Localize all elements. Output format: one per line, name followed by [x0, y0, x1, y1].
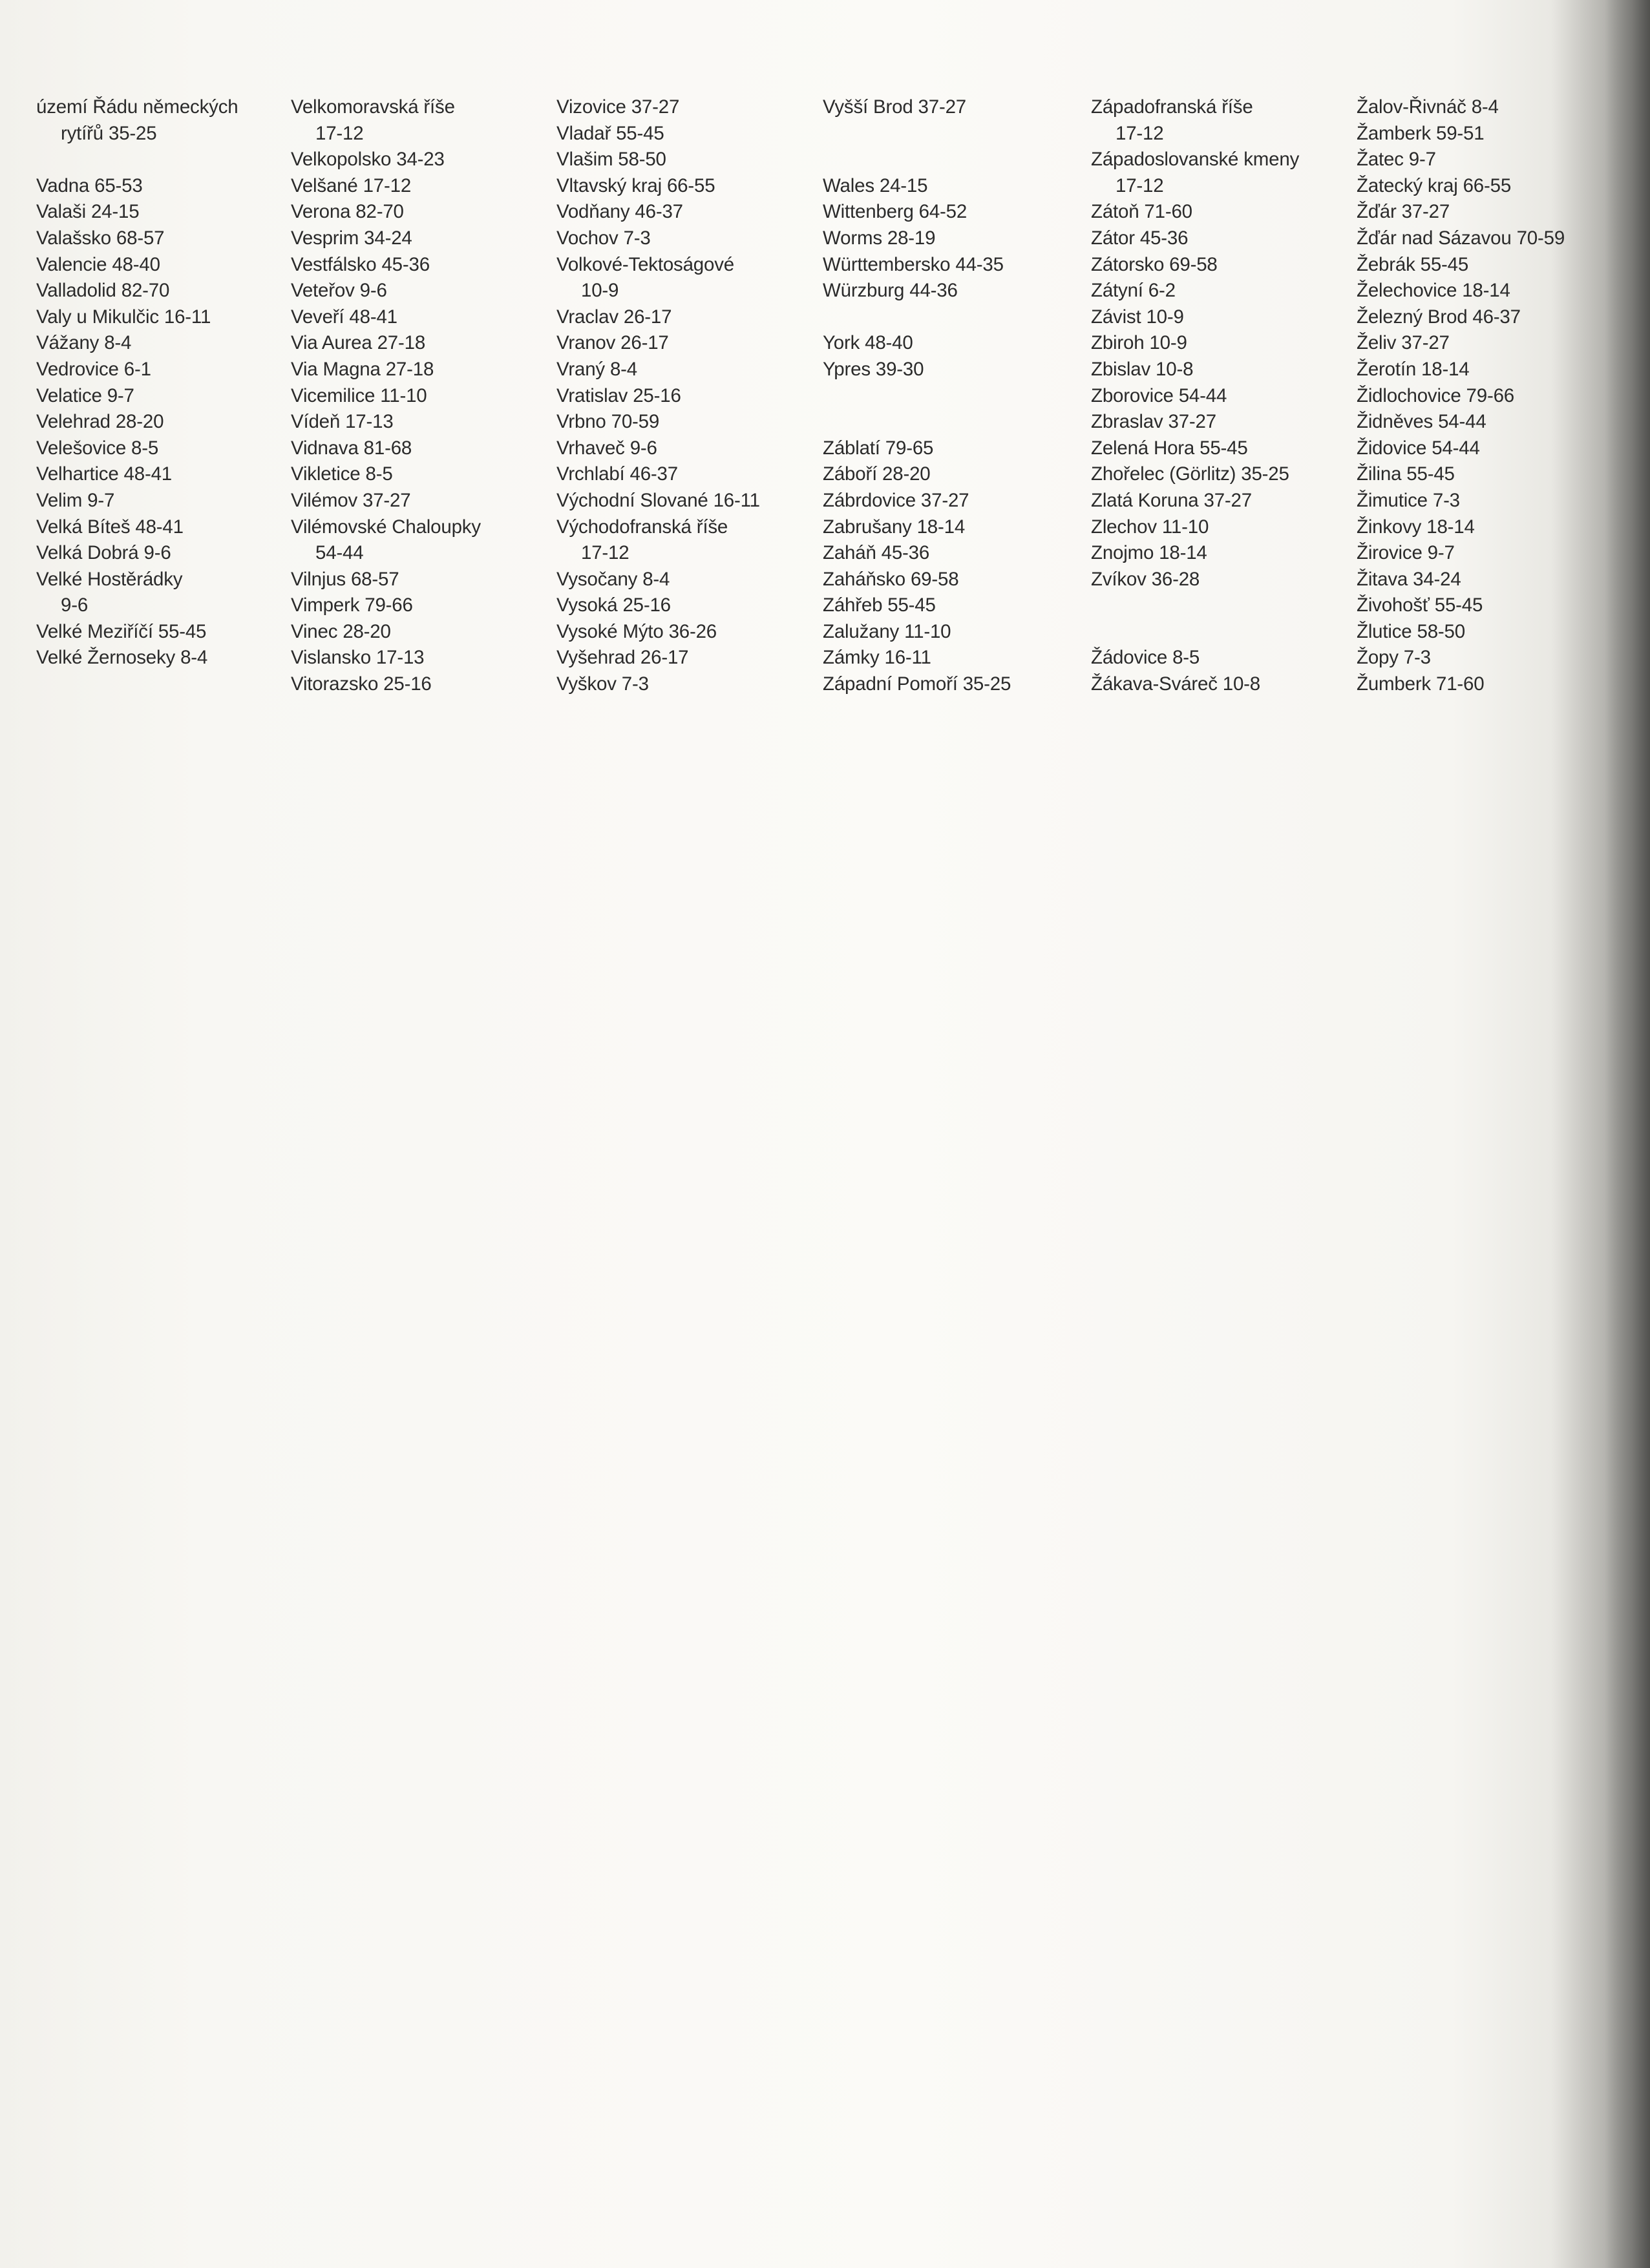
index-entry-text: Zátoň 71-60 [1091, 201, 1192, 223]
index-entry-text: Západní Pomoří 35-25 [823, 673, 1011, 695]
index-entry [1357, 645, 1615, 671]
index-entry-text: Valaši 24-15 [36, 201, 140, 223]
index-entry [1091, 383, 1349, 410]
index-entry [556, 147, 815, 173]
index-entry-text: Via Aurea 27-18 [291, 332, 426, 354]
index-entry [1357, 619, 1615, 646]
index-entry [823, 357, 1081, 383]
index-entry [1357, 383, 1615, 410]
index-entry-text: Žebrák 55-45 [1357, 253, 1469, 275]
index-entry [556, 199, 815, 226]
index-spacer [823, 121, 1081, 173]
index-entry-text: území Řádu německých [36, 96, 238, 118]
index-entry [1357, 461, 1615, 488]
index-column-5 [1091, 94, 1349, 698]
index-entry [1091, 409, 1349, 436]
index-entry [1357, 304, 1615, 331]
index-entry [1357, 199, 1615, 226]
index-entry-text: Žimutice 7-3 [1357, 489, 1460, 511]
index-entry-text: Vinec 28-20 [291, 620, 391, 642]
index-entry [1091, 645, 1349, 671]
index-entry-text: Židlochovice 79-66 [1357, 384, 1515, 406]
index-entry-text: Žatecký kraj 66-55 [1357, 174, 1512, 196]
index-entry-text: Zabrušany 18-14 [823, 516, 966, 538]
index-entry-text: Západofranská říše [1091, 96, 1253, 118]
index-entry-continuation: 17-12 [581, 542, 629, 564]
index-entry-text: Zbiroh 10-9 [1091, 332, 1187, 354]
index-entry-continuation: rytířů 35-25 [61, 122, 157, 144]
index-entry [823, 645, 1081, 671]
index-entry-text: Vraný 8-4 [556, 358, 638, 380]
index-spacer [823, 304, 1081, 331]
index-entry-text: Velešovice 8-5 [36, 437, 159, 459]
index-entry [1091, 567, 1349, 593]
index-entry-text: Vochov 7-3 [556, 227, 651, 249]
index-entry [1091, 278, 1349, 304]
index-entry-text: Vranov 26-17 [556, 332, 669, 354]
index-entry-text: Vrchlabí 46-37 [556, 463, 678, 485]
index-entry [291, 645, 549, 671]
index-entry-text: Zátorsko 69-58 [1091, 253, 1218, 275]
index-entry [36, 199, 295, 226]
index-entry-text: Velehrad 28-20 [36, 411, 164, 433]
index-entry-text: York 48-40 [823, 332, 913, 354]
index-entry [291, 514, 549, 567]
index-entry [291, 252, 549, 278]
index-entry-text: Žďár nad Sázavou 70-59 [1357, 227, 1565, 249]
index-entry-text: Vilémovské Chaloupky [291, 516, 481, 538]
index-entry [1357, 593, 1615, 619]
index-entry-text: Žitava 34-24 [1357, 568, 1461, 590]
index-entry [1357, 173, 1615, 200]
index-entry [1357, 409, 1615, 436]
index-spacer [1091, 593, 1349, 645]
index-entry-text: Zelená Hora 55-45 [1091, 437, 1248, 459]
index-entry [1357, 540, 1615, 567]
index-entry-text: Židovice 54-44 [1357, 437, 1480, 459]
index-entry-text: Vestfálsko 45-36 [291, 253, 430, 275]
index-entry-text: Velké Meziříčí 55-45 [36, 620, 207, 642]
index-entry-text: Zaháňsko 69-58 [823, 568, 959, 590]
index-entry [823, 436, 1081, 462]
index-entry [1357, 514, 1615, 541]
index-entry-text: Železný Brod 46-37 [1357, 306, 1521, 328]
index-entry [36, 436, 295, 462]
index-entry-text: Veveří 48-41 [291, 306, 397, 328]
index-entry [1357, 567, 1615, 593]
index-entry-text: Veteřov 9-6 [291, 280, 387, 302]
index-entry-text: Velkopolsko 34-23 [291, 149, 445, 171]
index-column-4 [823, 94, 1081, 698]
index-entry-text: Wittenberg 64-52 [823, 201, 968, 223]
index-entry [823, 461, 1081, 488]
index-entry [556, 409, 815, 436]
index-entry-text: Vislansko 17-13 [291, 647, 425, 669]
index-entry-text: Východní Slované 16-11 [556, 489, 760, 511]
index-entry-text: Vedrovice 6-1 [36, 358, 151, 380]
index-entry [556, 645, 815, 671]
index-entry-text: Vidnava 81-68 [291, 437, 412, 459]
index-spacer [36, 147, 295, 173]
index-entry [556, 619, 815, 646]
index-entry [1357, 488, 1615, 514]
index-spacer [823, 383, 1081, 436]
index-entry-text: Velim 9-7 [36, 489, 115, 511]
index-entry [36, 226, 295, 252]
index-entry-text: Žlutice 58-50 [1357, 620, 1465, 642]
index-entry-text: Vilnjus 68-57 [291, 568, 399, 590]
index-entry [291, 278, 549, 304]
index-entry-text: Vážany 8-4 [36, 332, 132, 354]
index-entry [1357, 121, 1615, 147]
index-entry-continuation: 17-12 [1116, 122, 1164, 144]
index-entry-text: Vratislav 25-16 [556, 384, 681, 406]
index-entry-text: Velká Dobrá 9-6 [36, 542, 171, 564]
index-entry-text: Žamberk 59-51 [1357, 122, 1485, 144]
index-entry [36, 645, 295, 671]
index-entry-text: Volkové-Tektoságové [556, 253, 734, 275]
index-entry [1091, 147, 1349, 199]
index-entry-text: Vrbno 70-59 [556, 411, 660, 433]
index-entry [823, 593, 1081, 619]
index-entry-text: Zbraslav 37-27 [1091, 411, 1216, 433]
index-entry [1091, 671, 1349, 698]
index-entry-text: Wales 24-15 [823, 174, 928, 196]
index-entry [1091, 226, 1349, 252]
index-entry-text: Zaháň 45-36 [823, 542, 930, 564]
index-entry-text: Želechovice 18-14 [1357, 280, 1510, 302]
index-entry-text: Želiv 37-27 [1357, 332, 1450, 354]
index-entry-text: Vysoké Mýto 36-26 [556, 620, 717, 642]
index-entry-text: Valašsko 68-57 [36, 227, 165, 249]
index-entry-text: Vídeň 17-13 [291, 411, 394, 433]
index-entry [291, 147, 549, 173]
index-entry [1091, 461, 1349, 488]
index-entry-text: Vikletice 8-5 [291, 463, 393, 485]
index-entry [1091, 304, 1349, 331]
index-entry [1091, 436, 1349, 462]
index-entry-text: Zámky 16-11 [823, 647, 931, 669]
index-entry [556, 121, 815, 147]
index-entry-text: Vilémov 37-27 [291, 489, 411, 511]
index-entry [1357, 436, 1615, 462]
index-entry [1091, 488, 1349, 514]
index-entry-continuation: 17-12 [1116, 174, 1164, 196]
index-entry-text: Via Magna 27-18 [291, 358, 434, 380]
index-entry-text: Württembersko 44-35 [823, 253, 1004, 275]
index-entry [1357, 147, 1615, 173]
index-entry [1357, 330, 1615, 357]
index-entry [36, 304, 295, 331]
index-entry [36, 173, 295, 200]
index-entry-text: Vysoká 25-16 [556, 594, 671, 616]
index-entry [823, 173, 1081, 200]
index-entry [1357, 94, 1615, 121]
index-entry [1091, 252, 1349, 278]
index-entry-continuation: 9-6 [61, 594, 89, 616]
index-entry [823, 94, 1081, 121]
index-entry-text: Živohošť 55-45 [1357, 594, 1483, 616]
index-column-1 [36, 94, 295, 671]
index-entry-text: Vysočany 8-4 [556, 568, 670, 590]
index-entry [556, 357, 815, 383]
index-entry [291, 94, 549, 147]
index-entry [823, 567, 1081, 593]
index-entry [556, 330, 815, 357]
index-entry [291, 671, 549, 698]
index-entry [556, 514, 815, 567]
index-entry [1357, 252, 1615, 278]
index-entry [556, 461, 815, 488]
index-entry [1091, 94, 1349, 147]
index-entry [556, 173, 815, 200]
index-entry [823, 226, 1081, 252]
index-entry [291, 357, 549, 383]
index-entry [291, 593, 549, 619]
index-entry-text: Žinkovy 18-14 [1357, 516, 1475, 538]
index-entry-text: Zbislav 10-8 [1091, 358, 1194, 380]
index-entry [1091, 199, 1349, 226]
index-entry-text: Velká Bíteš 48-41 [36, 516, 184, 538]
index-entry-text: Zlatá Koruna 37-27 [1091, 489, 1252, 511]
index-column-3 [556, 94, 815, 698]
index-entry-text: Vltavský kraj 66-55 [556, 174, 715, 196]
index-column-2 [291, 94, 549, 698]
index-entry-text: Žalov-Řivnáč 8-4 [1357, 96, 1499, 118]
index-entry [291, 488, 549, 514]
index-entry-text: Vladař 55-45 [556, 122, 664, 144]
index-entry-text: Zvíkov 36-28 [1091, 568, 1200, 590]
index-entry [823, 619, 1081, 646]
index-entry-continuation: 54-44 [315, 542, 364, 564]
index-entry [36, 278, 295, 304]
index-entry-text: Západoslovanské kmeny [1091, 149, 1300, 171]
index-entry [1357, 357, 1615, 383]
index-entry [556, 226, 815, 252]
index-entry-text: Zhořelec (Görlitz) 35-25 [1091, 463, 1289, 485]
index-entry-text: Vyšší Brod 37-27 [823, 96, 966, 118]
index-entry-text: Znojmo 18-14 [1091, 542, 1207, 564]
index-entry [823, 671, 1081, 698]
index-entry-continuation: 17-12 [315, 122, 364, 144]
index-entry [823, 252, 1081, 278]
index-entry-text: Žákava-Sváreč 10-8 [1091, 673, 1261, 695]
index-entry [556, 436, 815, 462]
index-entry [556, 567, 815, 593]
index-entry-text: Vicemilice 11-10 [291, 384, 427, 406]
index-entry-text: Záboří 28-20 [823, 463, 931, 485]
index-entry [556, 94, 815, 121]
index-entry [291, 330, 549, 357]
index-columns [36, 94, 1600, 740]
index-entry-text: Zalužany 11-10 [823, 620, 951, 642]
index-entry-text: Worms 28-19 [823, 227, 936, 249]
index-entry [556, 671, 815, 698]
index-entry [823, 540, 1081, 567]
index-entry [36, 252, 295, 278]
index-entry [1357, 278, 1615, 304]
index-entry-text: Velkomoravská říše [291, 96, 455, 118]
index-entry [556, 593, 815, 619]
index-entry-text: Zábrdovice 37-27 [823, 489, 969, 511]
index-entry [291, 619, 549, 646]
index-entry-text: Velšané 17-12 [291, 174, 412, 196]
index-entry-text: Velhartice 48-41 [36, 463, 172, 485]
index-entry [36, 409, 295, 436]
index-entry [291, 199, 549, 226]
index-entry-text: Žirovice 9-7 [1357, 542, 1455, 564]
index-column-6 [1357, 94, 1615, 698]
index-entry [1091, 514, 1349, 541]
index-entry-text: Vyšehrad 26-17 [556, 647, 689, 669]
index-entry-text: Vimperk 79-66 [291, 594, 413, 616]
index-entry-text: Vrhaveč 9-6 [556, 437, 657, 459]
index-entry [823, 514, 1081, 541]
index-entry [36, 357, 295, 383]
index-entry [1357, 671, 1615, 698]
index-entry [556, 304, 815, 331]
index-entry-text: Zlechov 11-10 [1091, 516, 1209, 538]
index-entry-text: Záblatí 79-65 [823, 437, 934, 459]
index-entry-text: Vizovice 37-27 [556, 96, 680, 118]
index-entry [556, 488, 815, 514]
index-entry-text: Vesprim 34-24 [291, 227, 412, 249]
index-entry [1091, 357, 1349, 383]
index-entry-text: Žilina 55-45 [1357, 463, 1455, 485]
index-entry-text: Žerotín 18-14 [1357, 358, 1470, 380]
index-entry-text: Vyškov 7-3 [556, 673, 649, 695]
index-entry [291, 173, 549, 200]
index-entry-text: Vraclav 26-17 [556, 306, 672, 328]
index-entry-text: Vitorazsko 25-16 [291, 673, 432, 695]
index-entry-text: Záhřeb 55-45 [823, 594, 936, 616]
index-entry-text: Zátor 45-36 [1091, 227, 1189, 249]
index-entry [291, 304, 549, 331]
index-entry-text: Valladolid 82-70 [36, 280, 170, 302]
index-entry-text: Žatec 9-7 [1357, 149, 1436, 171]
index-entry [291, 567, 549, 593]
index-entry-text: Židněves 54-44 [1357, 411, 1486, 433]
index-entry [36, 94, 295, 147]
index-entry [291, 461, 549, 488]
index-entry-text: Valencie 48-40 [36, 253, 160, 275]
index-entry [36, 461, 295, 488]
index-entry-text: Velké Hostěrádky [36, 568, 183, 590]
index-entry [1091, 330, 1349, 357]
index-entry [291, 436, 549, 462]
index-entry-text: Vadna 65-53 [36, 174, 143, 196]
index-entry-text: Žádovice 8-5 [1091, 647, 1200, 669]
index-entry-text: Žumberk 71-60 [1357, 673, 1485, 695]
index-entry-continuation: 10-9 [581, 280, 619, 302]
index-entry [36, 619, 295, 646]
index-entry [1357, 226, 1615, 252]
index-entry [36, 567, 295, 619]
index-entry [291, 226, 549, 252]
index-entry [823, 199, 1081, 226]
index-entry [556, 383, 815, 410]
index-entry-text: Verona 82-70 [291, 201, 404, 223]
index-entry [823, 488, 1081, 514]
index-entry-text: Zborovice 54-44 [1091, 384, 1227, 406]
index-entry-text: Vodňany 46-37 [556, 201, 683, 223]
index-entry-text: Závist 10-9 [1091, 306, 1184, 328]
index-entry [1091, 540, 1349, 567]
index-entry-text: Zátyní 6-2 [1091, 280, 1176, 302]
index-entry-text: Žďár 37-27 [1357, 201, 1450, 223]
index-entry [36, 383, 295, 410]
index-entry-text: Velké Žernoseky 8-4 [36, 647, 208, 669]
index-entry-text: Ypres 39-30 [823, 358, 924, 380]
index-entry [36, 514, 295, 541]
index-entry-text: Valy u Mikulčic 16-11 [36, 306, 211, 328]
index-entry-text: Würzburg 44-36 [823, 280, 958, 302]
index-entry-text: Velatice 9-7 [36, 384, 134, 406]
index-entry [291, 409, 549, 436]
index-entry [291, 383, 549, 410]
index-entry [556, 252, 815, 304]
index-entry [36, 488, 295, 514]
index-entry-text: Žopy 7-3 [1357, 647, 1431, 669]
index-entry-text: Východofranská říše [556, 516, 728, 538]
index-entry [36, 330, 295, 357]
index-entry [36, 540, 295, 567]
index-entry [823, 278, 1081, 304]
index-entry-text: Vlašim 58-50 [556, 149, 666, 171]
index-entry [823, 330, 1081, 357]
